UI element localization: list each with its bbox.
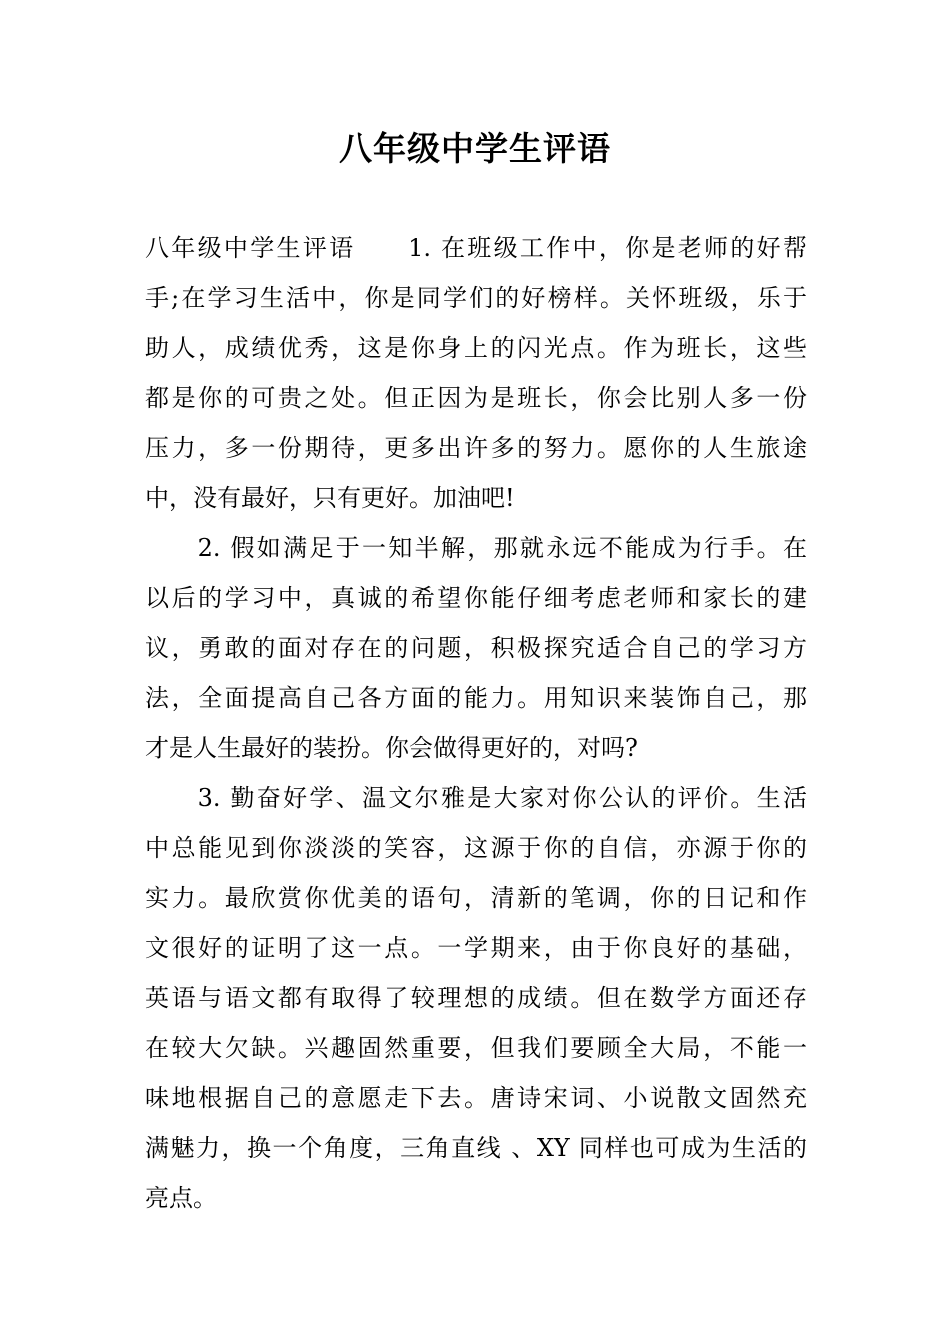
- body-line: 3. 勤奋好学、温文尔雅是大家对你公认的评价。生活: [145, 784, 807, 812]
- body-line: 八年级中学生评语 1. 在班级工作中，你是老师的好帮: [145, 234, 807, 262]
- body-line: 才是人生最好的装扮。你会做得更好的，对吗?: [145, 734, 638, 762]
- body-line: 议，勇敢的面对存在的问题，积极探究适合自己的学习方: [145, 634, 807, 662]
- body-line: 在较大欠缺。兴趣固然重要，但我们要顾全大局，不能一: [145, 1034, 807, 1062]
- body-line: 英语与语文都有取得了较理想的成绩。但在数学方面还存: [145, 984, 807, 1012]
- body-line: 满魅力，换一个角度，三角直线 、XY 同样也可成为生活的: [145, 1134, 807, 1162]
- body-line: 味地根据自己的意愿走下去。唐诗宋词、小说散文固然充: [145, 1084, 807, 1112]
- body-line: 手;在学习生活中，你是同学们的好榜样。关怀班级，乐于: [145, 284, 807, 312]
- body-line: 以后的学习中，真诚的希望你能仔细考虑老师和家长的建: [145, 584, 807, 612]
- body-line: 都是你的可贵之处。但正因为是班长，你会比别人多一份: [145, 384, 807, 412]
- body-line: 助人，成绩优秀，这是你身上的闪光点。作为班长，这些: [145, 334, 807, 362]
- body-line: 亮点。: [145, 1184, 217, 1212]
- document-title: 八年级中学生评语: [339, 129, 611, 168]
- body-line: 文很好的证明了这一点。一学期来，由于你良好的基础，: [145, 934, 807, 962]
- body-line: 法，全面提高自己各方面的能力。用知识来装饰自己，那: [145, 684, 807, 712]
- body-line: 2. 假如满足于一知半解，那就永远不能成为行手。在: [145, 534, 807, 562]
- body-line: 中，没有最好，只有更好。加油吧!: [145, 484, 515, 512]
- body-line: 压力，多一份期待，更多出许多的努力。愿你的人生旅途: [145, 434, 807, 462]
- body-line: 实力。最欣赏你优美的语句，清新的笔调，你的日记和作: [145, 884, 807, 912]
- body-line: 中总能见到你淡淡的笑容，这源于你的自信，亦源于你的: [145, 834, 807, 862]
